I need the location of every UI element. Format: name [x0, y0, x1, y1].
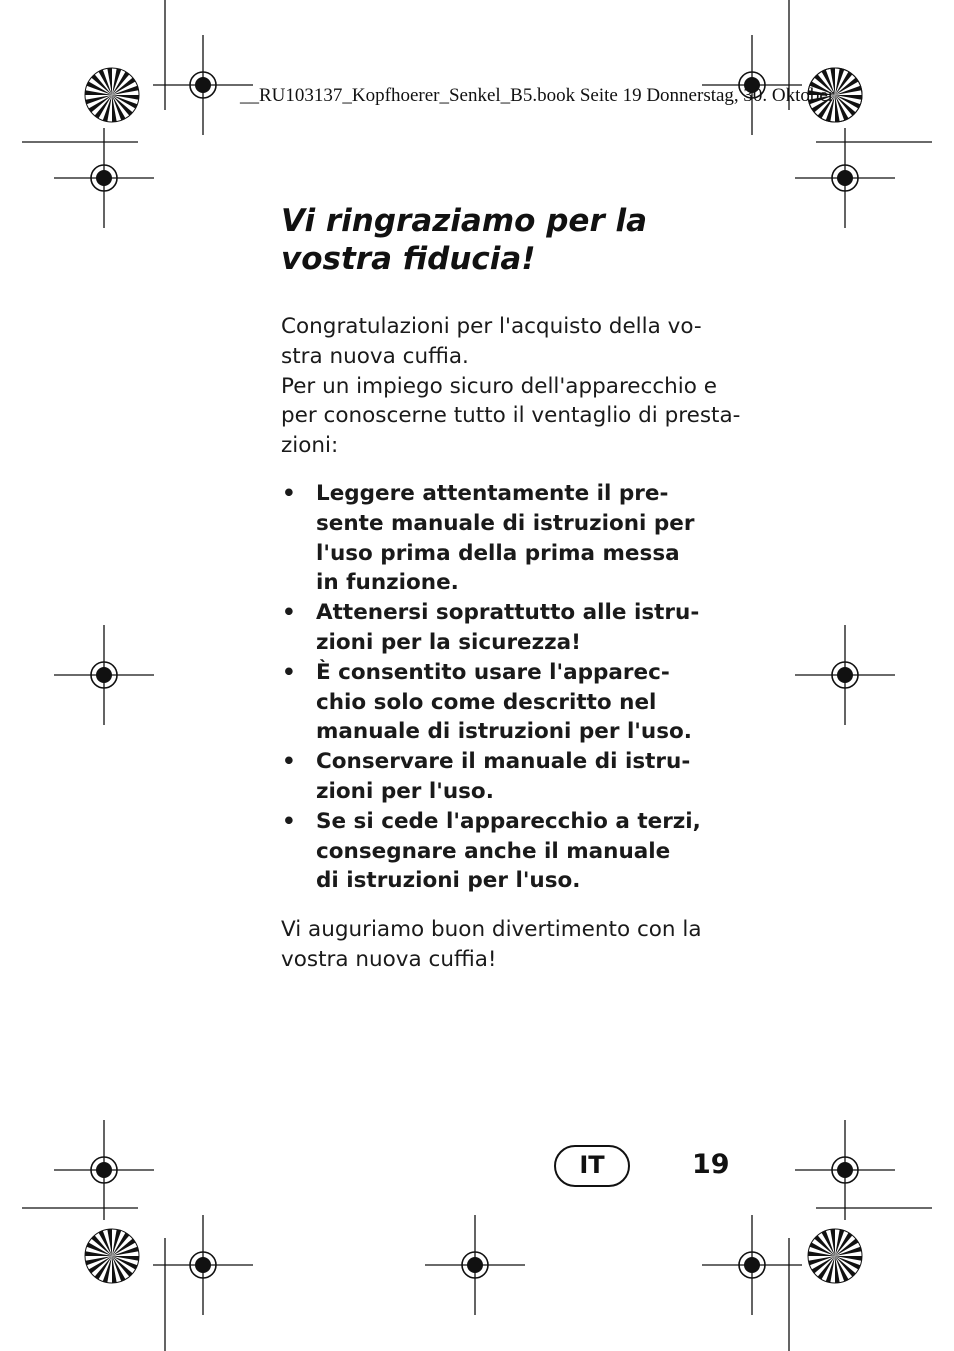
list-item-line: Se si cede l'apparecchio a terzi, [316, 808, 701, 834]
text-line: Vi auguriamo buon divertimento con la [281, 917, 702, 942]
list-item-line: in funzione. [316, 570, 459, 596]
bullet-icon: • [282, 808, 296, 834]
registration-mark-icon [795, 1120, 895, 1220]
intro-paragraph [281, 312, 741, 461]
title-line: vostra fiducia! [281, 241, 536, 277]
list-item-line: l'uso prima della prima messa [316, 540, 680, 566]
list-item-line: sente manuale di istruzioni per [316, 510, 695, 536]
list-item-line: Conservare il manuale di istru- [316, 749, 691, 775]
text-line: Per un impiego sicuro dell'apparecchio e [281, 373, 717, 399]
list-item-line: manuale di istruzioni per l'uso. [316, 719, 692, 745]
registration-mark-icon [54, 128, 154, 228]
print-slug-line: __RU103137_Kopfhoerer_Senkel_B5.book Seite 19 Donnerstag, 30. Oktober [240, 85, 835, 106]
language-badge: IT [554, 1145, 630, 1187]
registration-mark-icon [54, 625, 154, 725]
text-line: stra nuova cuffia. [281, 343, 469, 369]
page-title [281, 202, 751, 278]
list-item-line: Leggere attentamente il pre- [316, 481, 669, 506]
list-item-line: consegnare anche il manuale [316, 838, 671, 864]
text-line: per conoscerne tutto il ventaglio di presta- [281, 403, 741, 429]
list-item [281, 598, 751, 658]
title-line: Vi ringraziamo per la [281, 203, 648, 239]
bullet-icon: • [282, 749, 296, 775]
list-item [281, 807, 751, 896]
list-item-line: di istruzioni per l'uso. [316, 868, 581, 894]
registration-mark-icon [795, 128, 895, 228]
list-item-line: chio solo come descritto nel [316, 689, 657, 715]
list-item-line: zioni per la sicurezza! [316, 629, 581, 655]
registration-mark-icon [702, 1215, 802, 1315]
registration-mark-icon [795, 625, 895, 725]
list-item-line: È consentito usare l'apparec- [316, 659, 670, 685]
list-item-line: Attenersi soprattutto alle istru- [316, 600, 700, 626]
bullet-icon: • [282, 481, 296, 506]
closing-paragraph [281, 915, 741, 975]
registration-mark-icon [153, 1215, 253, 1315]
color-wheel-icon [808, 1229, 862, 1283]
registration-mark-icon [54, 1120, 154, 1220]
registration-mark-icon [153, 35, 253, 135]
list-item [281, 747, 751, 807]
list-item [281, 658, 751, 747]
registration-mark-icon [425, 1215, 525, 1315]
list-item [281, 479, 751, 598]
bullet-icon: • [282, 600, 296, 626]
text-line: zioni: [281, 433, 339, 459]
text-line: vostra nuova cuffia! [281, 946, 497, 972]
bullet-icon: • [282, 659, 296, 685]
text-line: Congratulazioni per l'acquisto della vo- [281, 314, 702, 339]
color-wheel-icon [85, 68, 139, 122]
instruction-list [281, 479, 751, 896]
color-wheel-icon [85, 1229, 139, 1283]
page-number: 19 [692, 1149, 730, 1180]
list-item-line: zioni per l'uso. [316, 778, 494, 804]
